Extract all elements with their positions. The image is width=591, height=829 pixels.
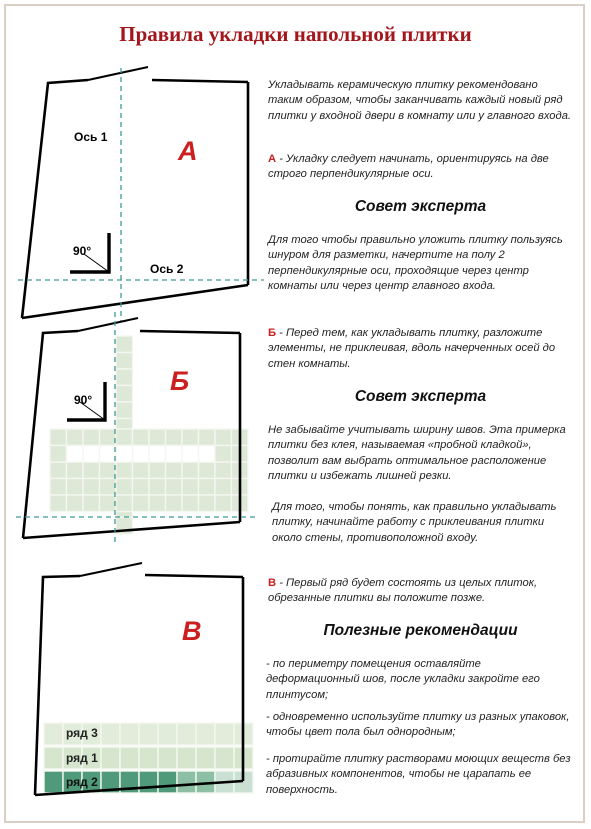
tile (116, 429, 133, 446)
tile (116, 386, 133, 403)
tile (50, 479, 67, 496)
diagram-b-letter: Б (170, 366, 190, 396)
tile (166, 479, 183, 496)
tile (133, 429, 150, 446)
room-a-door (88, 67, 148, 80)
tile (83, 495, 100, 512)
tiles-b (50, 336, 248, 534)
tile (199, 462, 216, 479)
expert-tip-2b: Для того, чтобы понять, как правильно укладывать плитку, начинайте работу с приклеивания плитки около стены, противоположной входу. (272, 501, 557, 544)
step-a-text: - Укладку следует начинать, ориентируясь на две строго перпендикулярные оси. (268, 153, 549, 181)
step-b-text: - Перед тем, как укладывать плитку, разложите элементы, не приклеивая, вдоль начерченных осей до стен комнаты. (268, 327, 556, 370)
page-title: Правила укладки напольной плитки (119, 22, 472, 46)
tile (67, 446, 84, 463)
tile (182, 429, 199, 446)
room-a-wall-bottom (22, 285, 248, 318)
tile (149, 495, 166, 512)
row-3-label: ряд 3 (66, 726, 98, 740)
step-b-tag: Б (268, 327, 277, 339)
tile (177, 771, 196, 793)
room-b-door (78, 318, 138, 331)
axis-1-label: Ось 1 (74, 130, 108, 144)
tile (177, 747, 196, 769)
expert-tip-2a: Не забывайте учитывать ширину швов. Эта примерка плитки без клея, называемая «пробной кладкой», позволит вам выбрать оптимальное расположение плитки и избежать лишней резки. (268, 424, 566, 482)
tile (199, 429, 216, 446)
tile (133, 462, 150, 479)
tile (116, 495, 133, 512)
tile (50, 446, 67, 463)
diagram-a-letter: А (178, 136, 198, 166)
expert-tip-1: Для того чтобы правильно уложить плитку пользуясь шнуром для разметки, начертите на полу 2 перпендикулярные оси, проходящие через центр комнаты или через центр главного входа. (268, 234, 563, 292)
tile (83, 446, 100, 463)
tile (83, 462, 100, 479)
tile (215, 429, 232, 446)
tile (120, 723, 139, 745)
step-a-tag: А (268, 153, 277, 165)
diagram-b (16, 312, 256, 545)
tile (166, 446, 183, 463)
tile (149, 462, 166, 479)
expert-tip-heading-1: Совет эксперта (354, 198, 487, 215)
tile (215, 495, 232, 512)
tile (116, 369, 133, 386)
angle-label-a: 90° (73, 244, 92, 258)
tile (116, 479, 133, 496)
tile (83, 479, 100, 496)
tile (182, 462, 199, 479)
tile (166, 495, 183, 512)
tile (116, 353, 133, 370)
tile (139, 723, 158, 745)
recommendation-3: - протирайте плитку растворами моющих веществ без абразивных компонентов, чтобы не царапать ее поверхность. (266, 753, 571, 796)
room-a-wall-top (152, 80, 248, 82)
tile (166, 462, 183, 479)
tile (199, 479, 216, 496)
expert-tip-heading-2: Совет эксперта (354, 388, 487, 405)
tile (116, 402, 133, 419)
diagram-c-letter: В (182, 616, 202, 646)
tile (120, 747, 139, 769)
tile (133, 479, 150, 496)
diagram-a (18, 67, 264, 322)
tile (100, 429, 117, 446)
angle-label-b: 90° (74, 393, 93, 407)
tile (149, 479, 166, 496)
tile (50, 462, 67, 479)
row-2-label: ряд 2 (66, 775, 98, 789)
tile (139, 747, 158, 769)
tile (215, 723, 234, 745)
tile (116, 336, 133, 353)
useful-recommendations-heading: Полезные рекомендации (323, 622, 518, 639)
step-c-tag: В (268, 577, 277, 589)
tile (44, 723, 63, 745)
step-a-paragraph (268, 152, 573, 183)
tile (101, 747, 120, 769)
intro-paragraph: Укладывать керамическую плитку рекомендовано таким образом, чтобы заканчивать каждый новый ряд плитки у входной двери в комнату или у главного входа. (268, 79, 572, 122)
tile (158, 723, 177, 745)
tile (116, 462, 133, 479)
room-c-door (80, 563, 142, 576)
tile (67, 429, 84, 446)
tile (215, 479, 232, 496)
axis-2-label: Ось 2 (150, 262, 184, 276)
tile (196, 747, 215, 769)
tile (139, 771, 158, 793)
recommendation-1: - по периметру помещения оставляйте деформационный шов, после укладки закройте его плинтусом; (266, 658, 540, 701)
tile (50, 495, 67, 512)
tile (83, 429, 100, 446)
tile (177, 723, 196, 745)
tile (100, 446, 117, 463)
tile (215, 462, 232, 479)
tile (116, 446, 133, 463)
recommendation-2: - одновременно используйте плитку из разных упаковок, чтобы цвет пола был однородным; (266, 711, 570, 739)
tile (199, 495, 216, 512)
tile (67, 479, 84, 496)
tile (44, 747, 63, 769)
tile (158, 747, 177, 769)
step-c-text: - Первый ряд будет состоять из целых плиток, обрезанные плитки вы положите позже. (268, 577, 538, 605)
tile (199, 446, 216, 463)
tile (182, 479, 199, 496)
row-1-label: ряд 1 (66, 751, 98, 765)
tile (100, 462, 117, 479)
tile (44, 771, 63, 793)
tile (100, 479, 117, 496)
tile (182, 495, 199, 512)
tile (101, 723, 120, 745)
step-b-paragraph (268, 326, 573, 372)
room-c-wall-top (145, 575, 243, 577)
tile (100, 495, 117, 512)
tile (166, 429, 183, 446)
tile (182, 446, 199, 463)
tile (215, 446, 232, 463)
tile (133, 446, 150, 463)
diagram-c (35, 563, 253, 795)
tile (133, 495, 150, 512)
tile (149, 446, 166, 463)
tile (215, 747, 234, 769)
tile (67, 495, 84, 512)
tile (67, 462, 84, 479)
tile (158, 771, 177, 793)
tile (196, 723, 215, 745)
tile (50, 429, 67, 446)
room-b-wall-top (140, 331, 240, 333)
tile (149, 429, 166, 446)
step-c-paragraph (268, 576, 573, 607)
room-a-wall-left (22, 80, 88, 318)
